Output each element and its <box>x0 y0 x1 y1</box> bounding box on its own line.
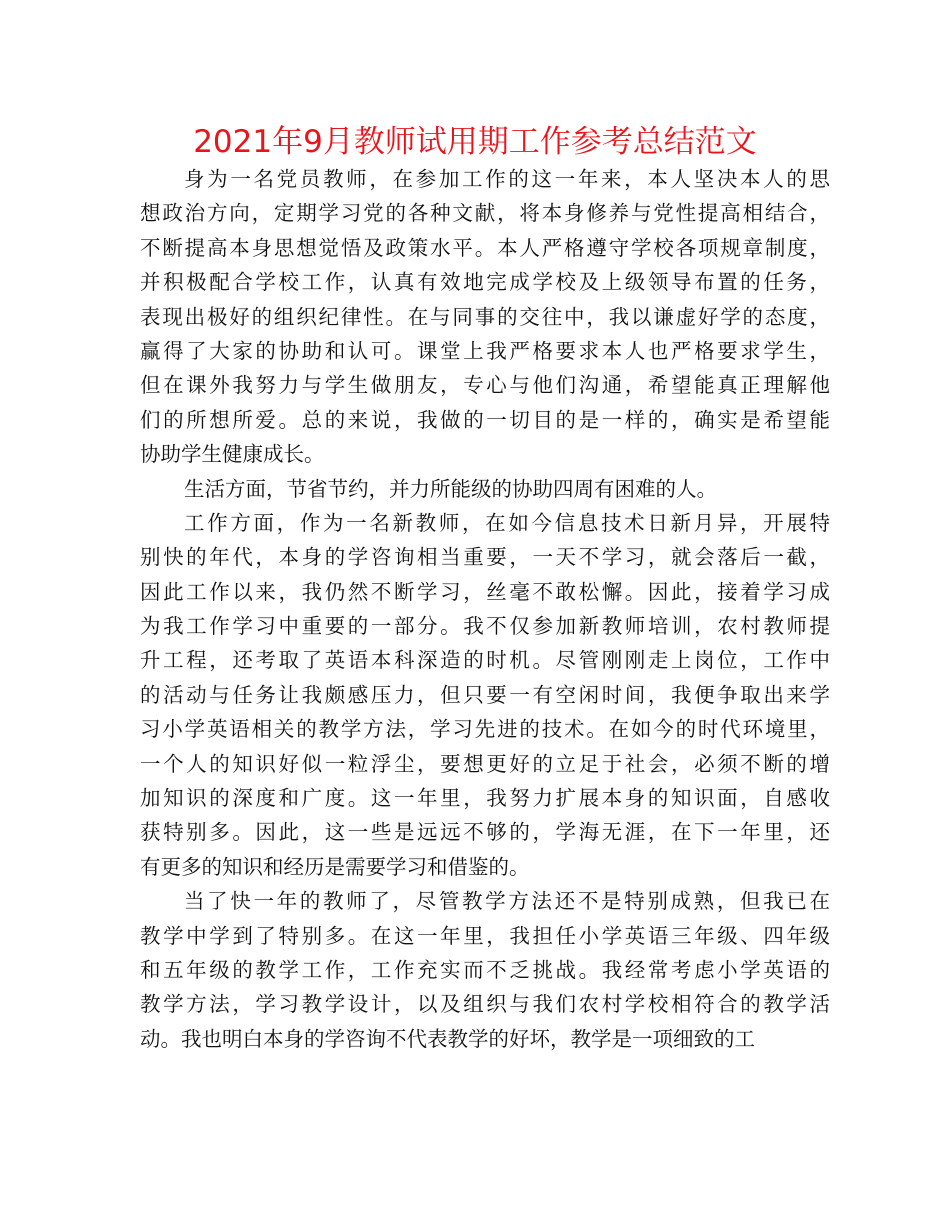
document-body <box>140 162 830 1056</box>
paragraph-line: 们的所想所爱。总的来说，我做的一切目的是一样的，确实是希望能 <box>140 407 830 432</box>
paragraph-line: 但在课外我努力与学生做朋友，专心与他们沟通，希望能真正理解他 <box>140 373 830 398</box>
paragraph-line: 动。我也明白本身的学咨询不代表教学的好坏，教学是一项细致的工 <box>140 1026 755 1051</box>
paragraph-line: 并积极配合学校工作，认真有效地完成学校及上级领导布置的任务， <box>140 270 830 295</box>
paragraph-line: 赢得了大家的协助和认可。课堂上我严格要求本人也严格要求学生， <box>140 338 830 363</box>
paragraph-line: 加知识的深度和广度。这一年里，我努力扩展本身的知识面，自感收 <box>140 786 830 811</box>
paragraph-line: 教学方法，学习教学设计，以及组织与我们农村学校相符合的教学活 <box>140 992 830 1017</box>
paragraph-line: 当了快一年的教师了，尽管教学方法还不是特别成熟，但我已在 <box>184 889 830 914</box>
paragraph-line: 教学中学到了特别多。在这一年里，我担任小学英语三年级、四年级 <box>140 923 830 948</box>
document-title: 2021年9月教师试用期工作参考总结范文 <box>193 124 757 160</box>
paragraph <box>140 884 830 1056</box>
paragraph-line: 别快的年代，本身的学咨询相当重要，一天不学习，就会落后一截， <box>140 545 830 570</box>
paragraph-line: 表现出极好的组织纪律性。在与同事的交往中，我以谦虚好学的态度， <box>140 304 830 329</box>
paragraph-line: 协助学生健康成长。 <box>140 442 325 467</box>
paragraph-line: 的活动与任务让我颇感压力，但只要一有空闲时间，我便争取出来学 <box>140 682 830 707</box>
paragraph-line: 一个人的知识好似一粒浮尘，要想更好的立足于社会，必须不断的增 <box>140 751 830 776</box>
paragraph <box>140 162 830 472</box>
paragraph-line: 有更多的知识和经历是需要学习和借鉴的。 <box>140 854 530 879</box>
paragraph <box>140 472 830 506</box>
paragraph-line: 想政治方向，定期学习党的各种文献，将本身修养与党性提高相结合， <box>140 201 830 226</box>
paragraph-line: 获特别多。因此，这一些是远远不够的，学海无涯，在下一年里，还 <box>140 820 830 845</box>
paragraph-line: 生活方面，节省节约，并力所能级的协助四周有困难的人。 <box>184 476 717 501</box>
paragraph-line: 不断提高本身思想觉悟及政策水平。本人严格遵守学校各项规章制度， <box>140 235 830 260</box>
paragraph-line: 工作方面，作为一名新教师，在如今信息技术日新月异，开展特 <box>184 510 830 535</box>
paragraph-line: 为我工作学习中重要的一部分。我不仅参加新教师培训，农村教师提 <box>140 614 830 639</box>
paragraph-line: 升工程，还考取了英语本科深造的时机。尽管刚刚走上岗位，工作中 <box>140 648 830 673</box>
paragraph-line: 习小学英语相关的教学方法，学习先进的技术。在如今的时代环境里， <box>140 717 830 742</box>
paragraph-line: 和五年级的教学工作，工作充实而不乏挑战。我经常考虑小学英语的 <box>140 957 830 982</box>
paragraph-line: 因此工作以来，我仍然不断学习，丝毫不敢松懈。因此，接着学习成 <box>140 579 830 604</box>
paragraph-line: 身为一名党员教师，在参加工作的这一年来，本人坚决本人的思 <box>184 167 830 191</box>
paragraph <box>140 506 830 884</box>
